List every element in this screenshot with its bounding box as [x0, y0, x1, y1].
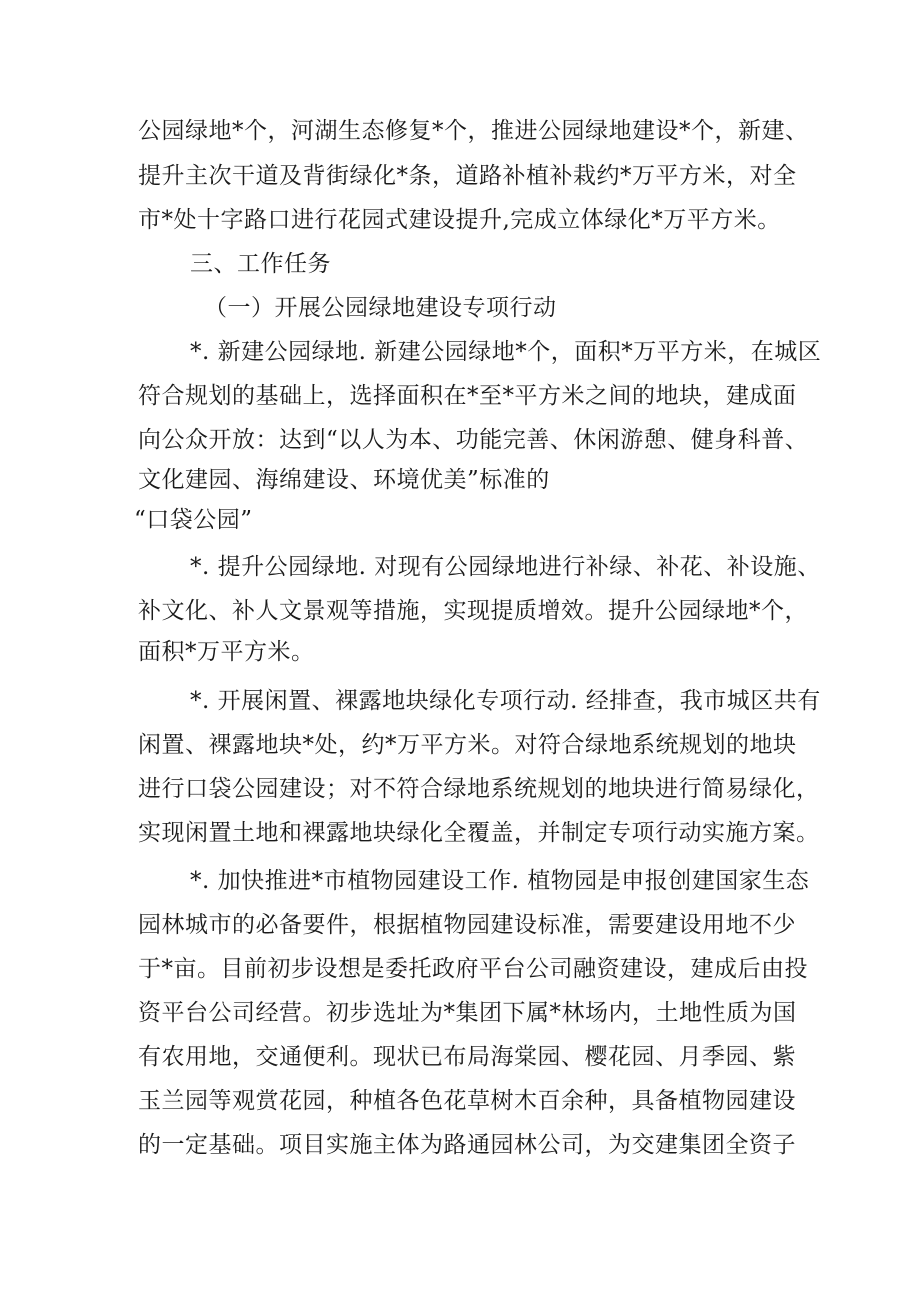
body-text-line: 园林城市的必备要件，根据植物园建设标准，需要建设用地不少: [138, 912, 796, 938]
body-text-line: *. 开展闲置、裸露地块绿化专项行动. 经排查，我市城区共有: [190, 688, 821, 714]
body-text-line: “口袋公园”: [134, 507, 253, 533]
body-text-line: 进行口袋公园建设；对不符合绿地系统规划的地块进行简易绿化，: [138, 776, 820, 802]
body-text-line: 市*处十字路口进行花园式建设提升,完成立体绿化*万平方米。: [138, 207, 781, 233]
body-text-line: *. 加快推进*市植物园建设工作. 植物园是申报创建国家生态: [190, 868, 810, 894]
body-text-line: *. 提升公园绿地. 对现有公园绿地进行补绿、补花、补设施、: [190, 554, 821, 580]
body-text-line: 有农用地，交通便利。现状已布局海棠园、樱花园、月季园、紫: [138, 1044, 796, 1070]
body-text-line: 文化建园、海绵建设、环境优美”标准的: [138, 467, 550, 493]
body-text-line: *. 新建公园绿地. 新建公园绿地*个，面积*万平方米，在城区: [190, 339, 822, 365]
body-text-line: 提升主次干道及背街绿化*条，道路补植补栽约*万平方米，对全: [138, 163, 797, 189]
body-text-line: 面积*万平方米。: [138, 639, 315, 665]
body-text-line: 玉兰园等观赏花园，种植各色花草树木百余种，具备植物园建设: [138, 1088, 796, 1114]
section-heading: 三、工作任务: [190, 251, 331, 277]
body-text-line: 公园绿地*个，河湖生态修复*个，推进公园绿地建设*个，新建、: [138, 118, 809, 144]
body-text-line: 实现闲置土地和裸露地块绿化全覆盖，并制定专项行动实施方案。: [138, 820, 820, 846]
body-text-line: 补文化、补人文景观等措施，实现提质增效。提升公园绿地*个，: [138, 598, 808, 624]
body-text-line: 闲置、裸露地块*处，约*万平方米。对符合绿地系统规划的地块: [138, 732, 797, 758]
body-text-line: 向公众开放：达到“以人为本、功能完善、休闲游憩、健身科普、: [138, 427, 809, 453]
body-text-line: 的一定基础。项目实施主体为路通园林公司，为交建集团全资子: [138, 1132, 796, 1158]
body-text-line: 符合规划的基础上，选择面积在*至*平方米之间的地块，建成面: [138, 383, 797, 409]
body-text-line: 于*亩。目前初步设想是委托政府平台公司融资建设，建成后由投: [138, 956, 808, 982]
body-text-line: 资平台公司经营。初步选址为*集团下属*林场内，土地性质为国: [138, 1000, 797, 1026]
subsection-heading: （一）开展公园绿地建设专项行动: [204, 295, 557, 321]
